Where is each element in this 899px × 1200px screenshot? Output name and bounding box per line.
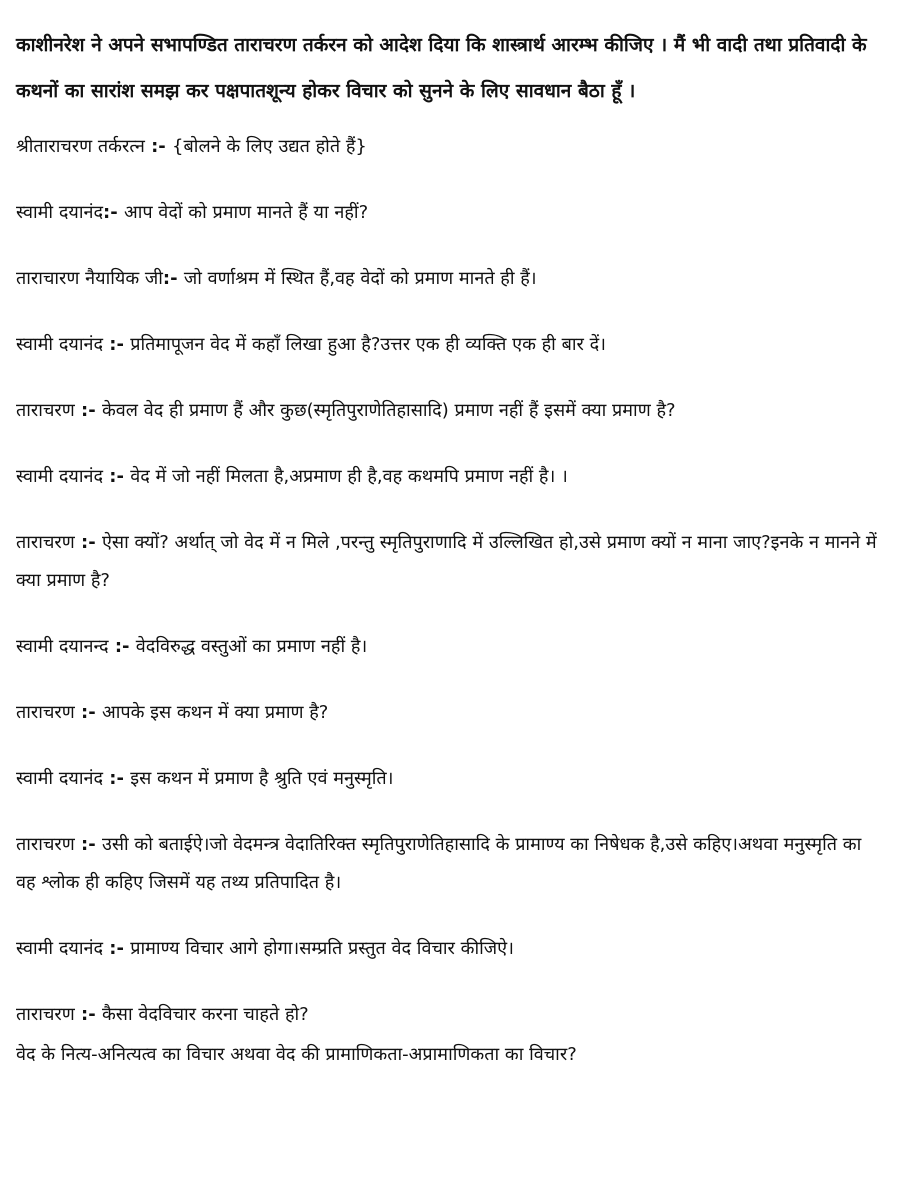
closing-line: वेद के नित्य-अनित्यत्व का विचार अथवा वेद की प्रामाणिकता-अप्रामाणिकता का विचार? <box>16 1044 577 1065</box>
speaker-name: ताराचरण <box>16 1004 75 1025</box>
speaker-name: स्वामी दयानंद <box>16 466 104 487</box>
speaker-separator: :- <box>103 938 131 959</box>
dialogue-line <box>16 760 886 798</box>
dialogue-text: वेद में जो नहीं मिलता है,अप्रमाण ही है,वह कथमपि प्रमाण नहीं है। । <box>130 466 568 487</box>
speaker-separator: :- <box>103 202 124 223</box>
speaker-name: ताराचरण <box>16 532 75 553</box>
dialogue-line <box>16 458 886 496</box>
dialogue-text: जो वर्णाश्रम में स्थित हैं,वह वेदों को प्रमाण मानते ही हैं। <box>183 268 537 289</box>
dialogue-line <box>16 326 886 364</box>
dialogue-text: आपके इस कथन में क्या प्रमाण है? <box>101 702 329 723</box>
dialogue-text: प्रतिमापूजन वेद में कहाँ लिखा हुआ है?उत्तर एक ही व्यक्ति एक ही बार दें। <box>130 334 606 355</box>
dialogue-line <box>16 694 886 732</box>
speaker-name: ताराचरण <box>16 702 75 723</box>
document-page <box>16 22 886 1102</box>
dialogue-line <box>16 996 886 1034</box>
dialogue-text: केवल वेद ही प्रमाण हैं और कुछ(स्मृतिपुराणेतिहासादि) प्रमाण नहीं हैं इसमें क्या प्रमाण है? <box>101 400 676 421</box>
speaker-name: स्वामी दयानंद <box>16 768 104 789</box>
speaker-name: स्वामी दयानंद <box>16 938 104 959</box>
speaker-name: ताराचारण नैयायिक जी <box>16 268 163 289</box>
dialogue-line <box>16 524 886 600</box>
speaker-name: ताराचरण <box>16 400 75 421</box>
dialogue-text: आप वेदों को प्रमाण मानते हैं या नहीं? <box>123 202 369 223</box>
speaker-name: स्वामी दयानंद <box>16 202 104 223</box>
speaker-name: स्वामी दयानन्द <box>16 636 109 657</box>
speaker-separator: :- <box>103 466 131 487</box>
speaker-separator: :- <box>74 532 102 553</box>
speaker-separator: :- <box>108 636 136 657</box>
dialogue-line <box>16 930 886 968</box>
speaker-separator: :- <box>144 136 173 157</box>
speaker-separator: :- <box>74 702 102 723</box>
speaker-separator: :- <box>74 1004 102 1025</box>
dialogue-text: इस कथन में प्रमाण है श्रुति एवं मनुस्मृति। <box>130 768 394 789</box>
speaker-separator: :- <box>103 334 131 355</box>
dialogue-text: ऐसा क्यों? अर्थात् जो वेद में न मिले ,परन्तु स्मृतिपुराणादि में उल्लिखित हो,उसे प्रमाण क्यों न माना जाए?इनके न मानने में क्या प्रमाण है? <box>16 532 877 591</box>
dialogue-line <box>16 826 886 902</box>
speaker-name: श्रीताराचरण तर्करत्न <box>16 136 145 157</box>
speaker-separator: :- <box>162 268 184 289</box>
dialogue-line <box>16 194 886 232</box>
speaker-name: ताराचरण <box>16 834 75 855</box>
speaker-name: स्वामी दयानंद <box>16 334 104 355</box>
intro-paragraph: काशीनरेश ने अपने सभापण्डित ताराचरण तर्करन को आदेश दिया कि शास्त्रार्थ आरम्भ कीजिए । मैं भी वादी तथा प्रतिवादी के कथनों का सारांश समझ कर पक्षपातशून्य होकर विचार को सुनने के लिए सावधान बैठा हूँ । <box>16 34 867 102</box>
dialogue-line <box>16 260 886 298</box>
dialogue-text: कैसा वेदविचार करना चाहते हो? <box>101 1004 309 1025</box>
dialogue-text: प्रामाण्य विचार आगे होगा।सम्प्रति प्रस्तुत वेद विचार कीजिऐ। <box>130 938 514 959</box>
dialogue-line <box>16 628 886 666</box>
speaker-separator: :- <box>74 400 102 421</box>
speaker-separator: :- <box>74 834 102 855</box>
dialogue-line <box>16 128 886 166</box>
speaker-separator: :- <box>103 768 131 789</box>
dialogue-text: {बोलने के लिए उद्यत होते हैं} <box>172 136 367 157</box>
dialogue-text: वेदविरुद्ध वस्तुओं का प्रमाण नहीं है। <box>135 636 368 657</box>
dialogue-line <box>16 392 886 430</box>
dialogue-text: उसी को बताईऐ।जो वेदमन्त्र वेदातिरिक्त स्मृतिपुराणेतिहासादि के प्रामाण्य का निषेधक है,उसे कहिए।अथवा मनुस्मृति का वह श्लोक ही कहिए जिसमें यह तथ्य प्रतिपादित है। <box>16 834 862 893</box>
